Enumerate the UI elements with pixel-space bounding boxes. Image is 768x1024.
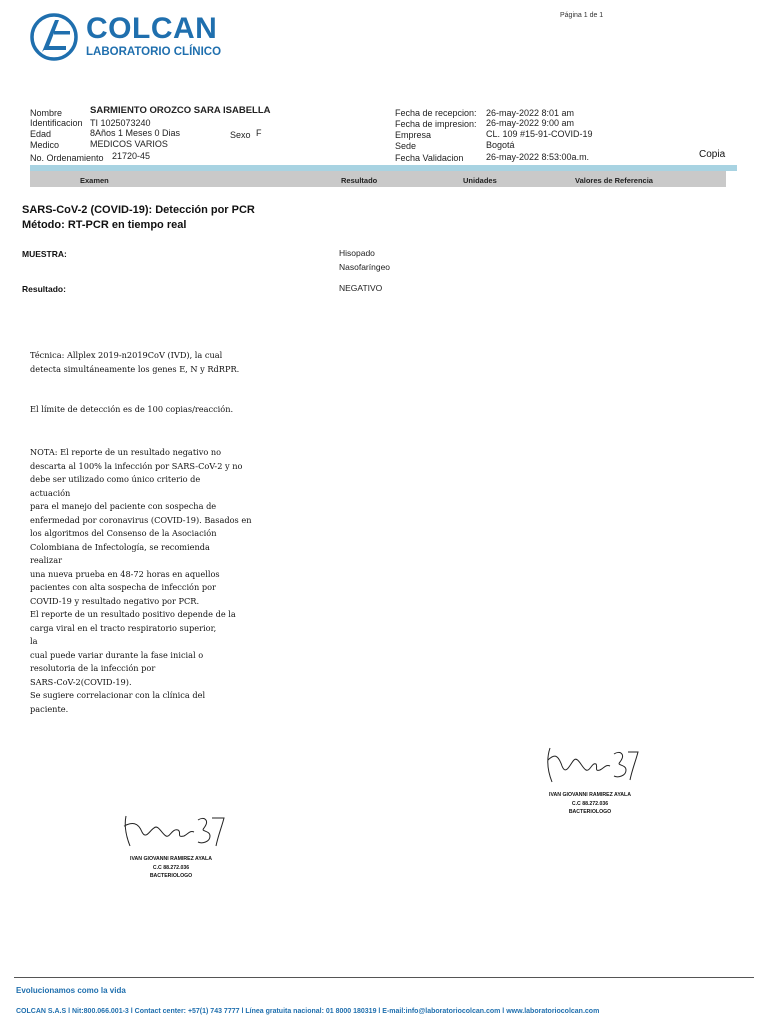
signature-block-left xyxy=(112,812,230,881)
logo-main-text: COLCAN xyxy=(86,12,218,45)
signature-name-left: IVAN GIOVANNI RAMIREZ AYALA xyxy=(130,856,212,862)
medico-label: Medico xyxy=(30,140,60,150)
recepcion-value: 26-may-2022 8:01 am xyxy=(486,108,575,118)
footer-slogan: Evolucionamos como la vida xyxy=(16,986,126,995)
col-resultado: Resultado xyxy=(341,176,378,185)
identificacion-value: TI 1025073240 xyxy=(90,118,151,128)
footer-divider xyxy=(14,977,754,978)
impresion-value: 26-may-2022 9:00 am xyxy=(486,118,575,128)
col-unidades: Unidades xyxy=(463,176,497,185)
signature-cc-right: C.C 88.272.036 xyxy=(571,800,609,807)
col-examen: Examen xyxy=(80,176,109,185)
handwritten-signature-icon xyxy=(116,812,226,850)
signature-cc-left: C.C 88.272.036 xyxy=(152,864,190,871)
resultado-label: Resultado: xyxy=(22,284,66,294)
copy-label: Copia xyxy=(699,149,726,160)
edad-value: 8Años 1 Meses 0 Dias xyxy=(90,128,181,138)
sexo-label: Sexo xyxy=(230,130,251,140)
page-number: Página 1 de 1 xyxy=(560,12,604,19)
identificacion-label: Identificacion xyxy=(30,118,83,128)
handwritten-signature-icon xyxy=(540,740,640,786)
resultado-value: NEGATIVO xyxy=(339,283,383,293)
sede-value: Bogotá xyxy=(486,140,515,150)
medico-value: MEDICOS VARIOS xyxy=(90,139,168,149)
header-bar-gap xyxy=(726,171,737,187)
logo-text xyxy=(86,14,221,59)
nota-text: NOTA: El reporte de un resultado negativo no descarta al 100% la infección por SARS-CoV-2 y no debe ser utilizado como único criterio de actuación para el manejo del paciente con sospecha de enfermedad por coronavirus (COVID-19). Basados en los algoritmos del Consenso de la Asociación Colombiana de Infectología, se recomienda realizar una nueva prueba en 48-72 horas en aquellos pacientes con alta sospecha de infección por COVID-19 y resultado negativo por PCR. El reporte de un resultado positivo depende de la carga viral en el tracto respiratorio superior, la cual puede variar durante la fase inicial o resolutoria de la infección por SARS-CoV-2(COVID-19). Se sugiere correlacionar con la clínica del paciente. xyxy=(30,447,252,714)
logo-circle-icon xyxy=(28,10,80,62)
signature-name-right: IVAN GIOVANNI RAMIREZ AYALA xyxy=(549,792,631,798)
validacion-label: Fecha Validacion xyxy=(395,153,464,163)
signature-role-left: BACTERIOLOGO xyxy=(149,873,193,879)
sede-label: Sede xyxy=(395,141,417,151)
test-title: SARS-CoV-2 (COVID-19): Detección por PCR xyxy=(22,204,255,216)
recepcion-label: Fecha de recepcion: xyxy=(395,108,477,118)
signature-role-right: BACTERIOLOGO xyxy=(568,809,612,815)
validacion-value: 26-may-2022 8:53:00a.m. xyxy=(486,152,590,162)
empresa-value: CL. 109 #15-91-COVID-19 xyxy=(486,129,593,139)
ordenamiento-value: 21720-45 xyxy=(112,151,151,161)
empresa-label: Empresa xyxy=(395,130,432,140)
logo-sub-text: LABORATORIO CLÍNICO xyxy=(86,46,222,58)
muestra-value-1: Hisopado xyxy=(339,248,375,258)
test-method: Método: RT-PCR en tiempo real xyxy=(22,219,187,231)
footer-contact-info: COLCAN S.A.S l Nit:800.066.001-3 l Contact center: +57(1) 743 7777 l Línea gratuita nacional: 01 8000 180319 l E-mail:info@laboratoriocolcan.com l www.laboratoriocolcan.com xyxy=(16,1008,600,1015)
muestra-value-2: Nasofaríngeo xyxy=(339,262,391,272)
signature-block-right xyxy=(535,740,645,817)
nombre-value: SARMIENTO OROZCO SARA ISABELLA xyxy=(90,105,271,116)
muestra-label: MUESTRA: xyxy=(22,249,67,259)
edad-label: Edad xyxy=(30,129,52,139)
col-valores: Valores de Referencia xyxy=(575,176,653,185)
nombre-label: Nombre xyxy=(30,108,63,118)
limite-text: El límite de detección es de 100 copias/reacción. xyxy=(30,404,234,414)
sexo-value: F xyxy=(256,128,262,138)
impresion-label: Fecha de impresion: xyxy=(395,119,477,129)
ordenamiento-label: No. Ordenamiento xyxy=(30,153,104,163)
tecnica-text: Técnica: Allplex 2019-n2019CoV (IVD), la cual detecta simultáneamente los genes E, N y RdRPR. xyxy=(30,350,240,374)
